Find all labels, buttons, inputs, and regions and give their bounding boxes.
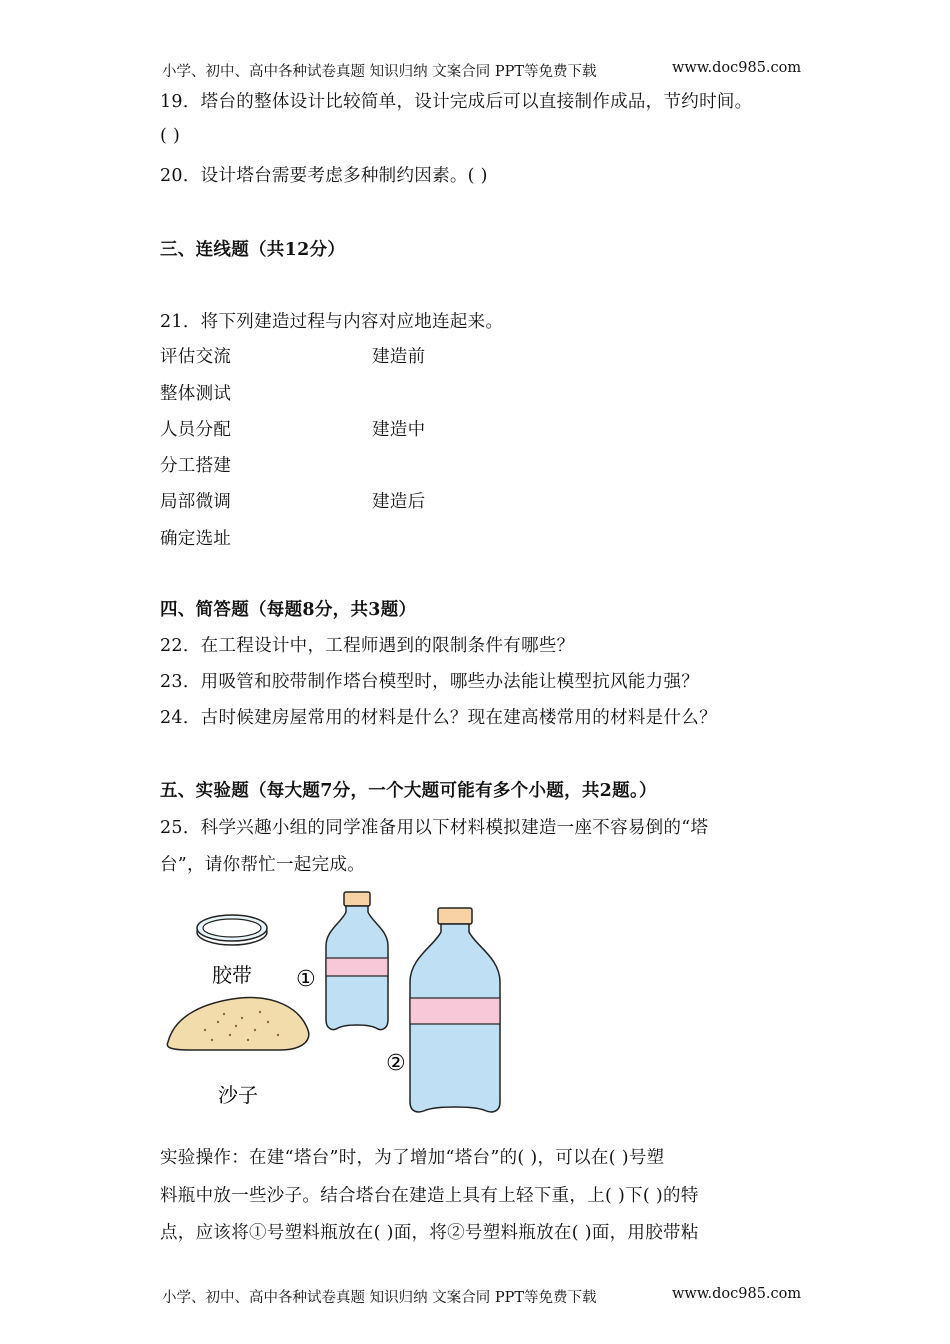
question-20: 20．设计塔台需要考虑多种制约因素。( ): [160, 166, 488, 186]
footer-text: 小学、初中、高中各种试卷真题 知识归纳 文案合同 PPT等免费下载: [162, 1290, 597, 1306]
question-19-blank: ( ): [160, 126, 181, 146]
bottle-2-label: ②: [386, 1051, 406, 1076]
question-24: 24．古时候建房屋常用的材料是什么？现在建高楼常用的材料是什么？: [160, 708, 717, 728]
question-19: 19．塔台的整体设计比较简单，设计完成后可以直接制作成品，节约时间。: [160, 92, 753, 112]
section-3-title: 三、连线题（共12分）: [160, 240, 346, 260]
experiment-line-2: 料瓶中放一些沙子。结合塔台在建造上具有上轻下重，上( )下( )的特: [160, 1186, 699, 1206]
question-22: 22．在工程设计中，工程师遇到的限制条件有哪些？: [160, 636, 575, 656]
page-header: [162, 60, 802, 81]
question-25-line-1: 25．科学兴趣小组的同学准备用以下材料模拟建造一座不容易倒的“塔: [160, 818, 709, 838]
header-site: www.doc985.com: [672, 60, 802, 76]
materials-figure: [160, 880, 520, 1120]
bottle-2-icon: [410, 908, 500, 1112]
page-footer: [162, 1286, 802, 1307]
bottle-1-label: ①: [296, 967, 316, 992]
match-right-item: 建造后: [372, 492, 426, 512]
match-left-item: 整体测试: [160, 384, 232, 404]
bottle-1-icon: [326, 892, 388, 1030]
match-right-item: 建造中: [372, 420, 426, 440]
tape-icon: [197, 915, 267, 945]
match-left-item: 评估交流: [160, 347, 232, 367]
header-text: 小学、初中、高中各种试卷真题 知识归纳 文案合同 PPT等免费下载: [162, 64, 597, 80]
match-left-item: 人员分配: [160, 420, 232, 440]
question-25-line-2: 台”，请你帮忙一起完成。: [160, 855, 366, 875]
sand-label: 沙子: [218, 1083, 258, 1107]
tape-label: 胶带: [212, 963, 252, 987]
match-left-item: 局部微调: [160, 492, 232, 512]
experiment-line-3: 点，应该将①号塑料瓶放在( )面，将②号塑料瓶放在( )面，用胶带粘: [160, 1223, 699, 1243]
match-left-item: 分工搭建: [160, 456, 232, 476]
question-21: 21．将下列建造过程与内容对应地连起来。: [160, 312, 504, 332]
section-5-title: 五、实验题（每大题7分，一个大题可能有多个小题，共2题。）: [160, 781, 657, 801]
sand-icon: [167, 998, 308, 1050]
footer-site: www.doc985.com: [672, 1286, 802, 1302]
experiment-line-1: 实验操作：在建“塔台”时，为了增加“塔台”的( )，可以在( )号塑: [160, 1148, 665, 1168]
question-23: 23．用吸管和胶带制作塔台模型时，哪些办法能让模型抗风能力强？: [160, 672, 700, 692]
match-right-item: 建造前: [372, 347, 426, 367]
match-left-item: 确定选址: [160, 529, 232, 549]
section-4-title: 四、简答题（每题8分，共3题）: [160, 600, 417, 620]
